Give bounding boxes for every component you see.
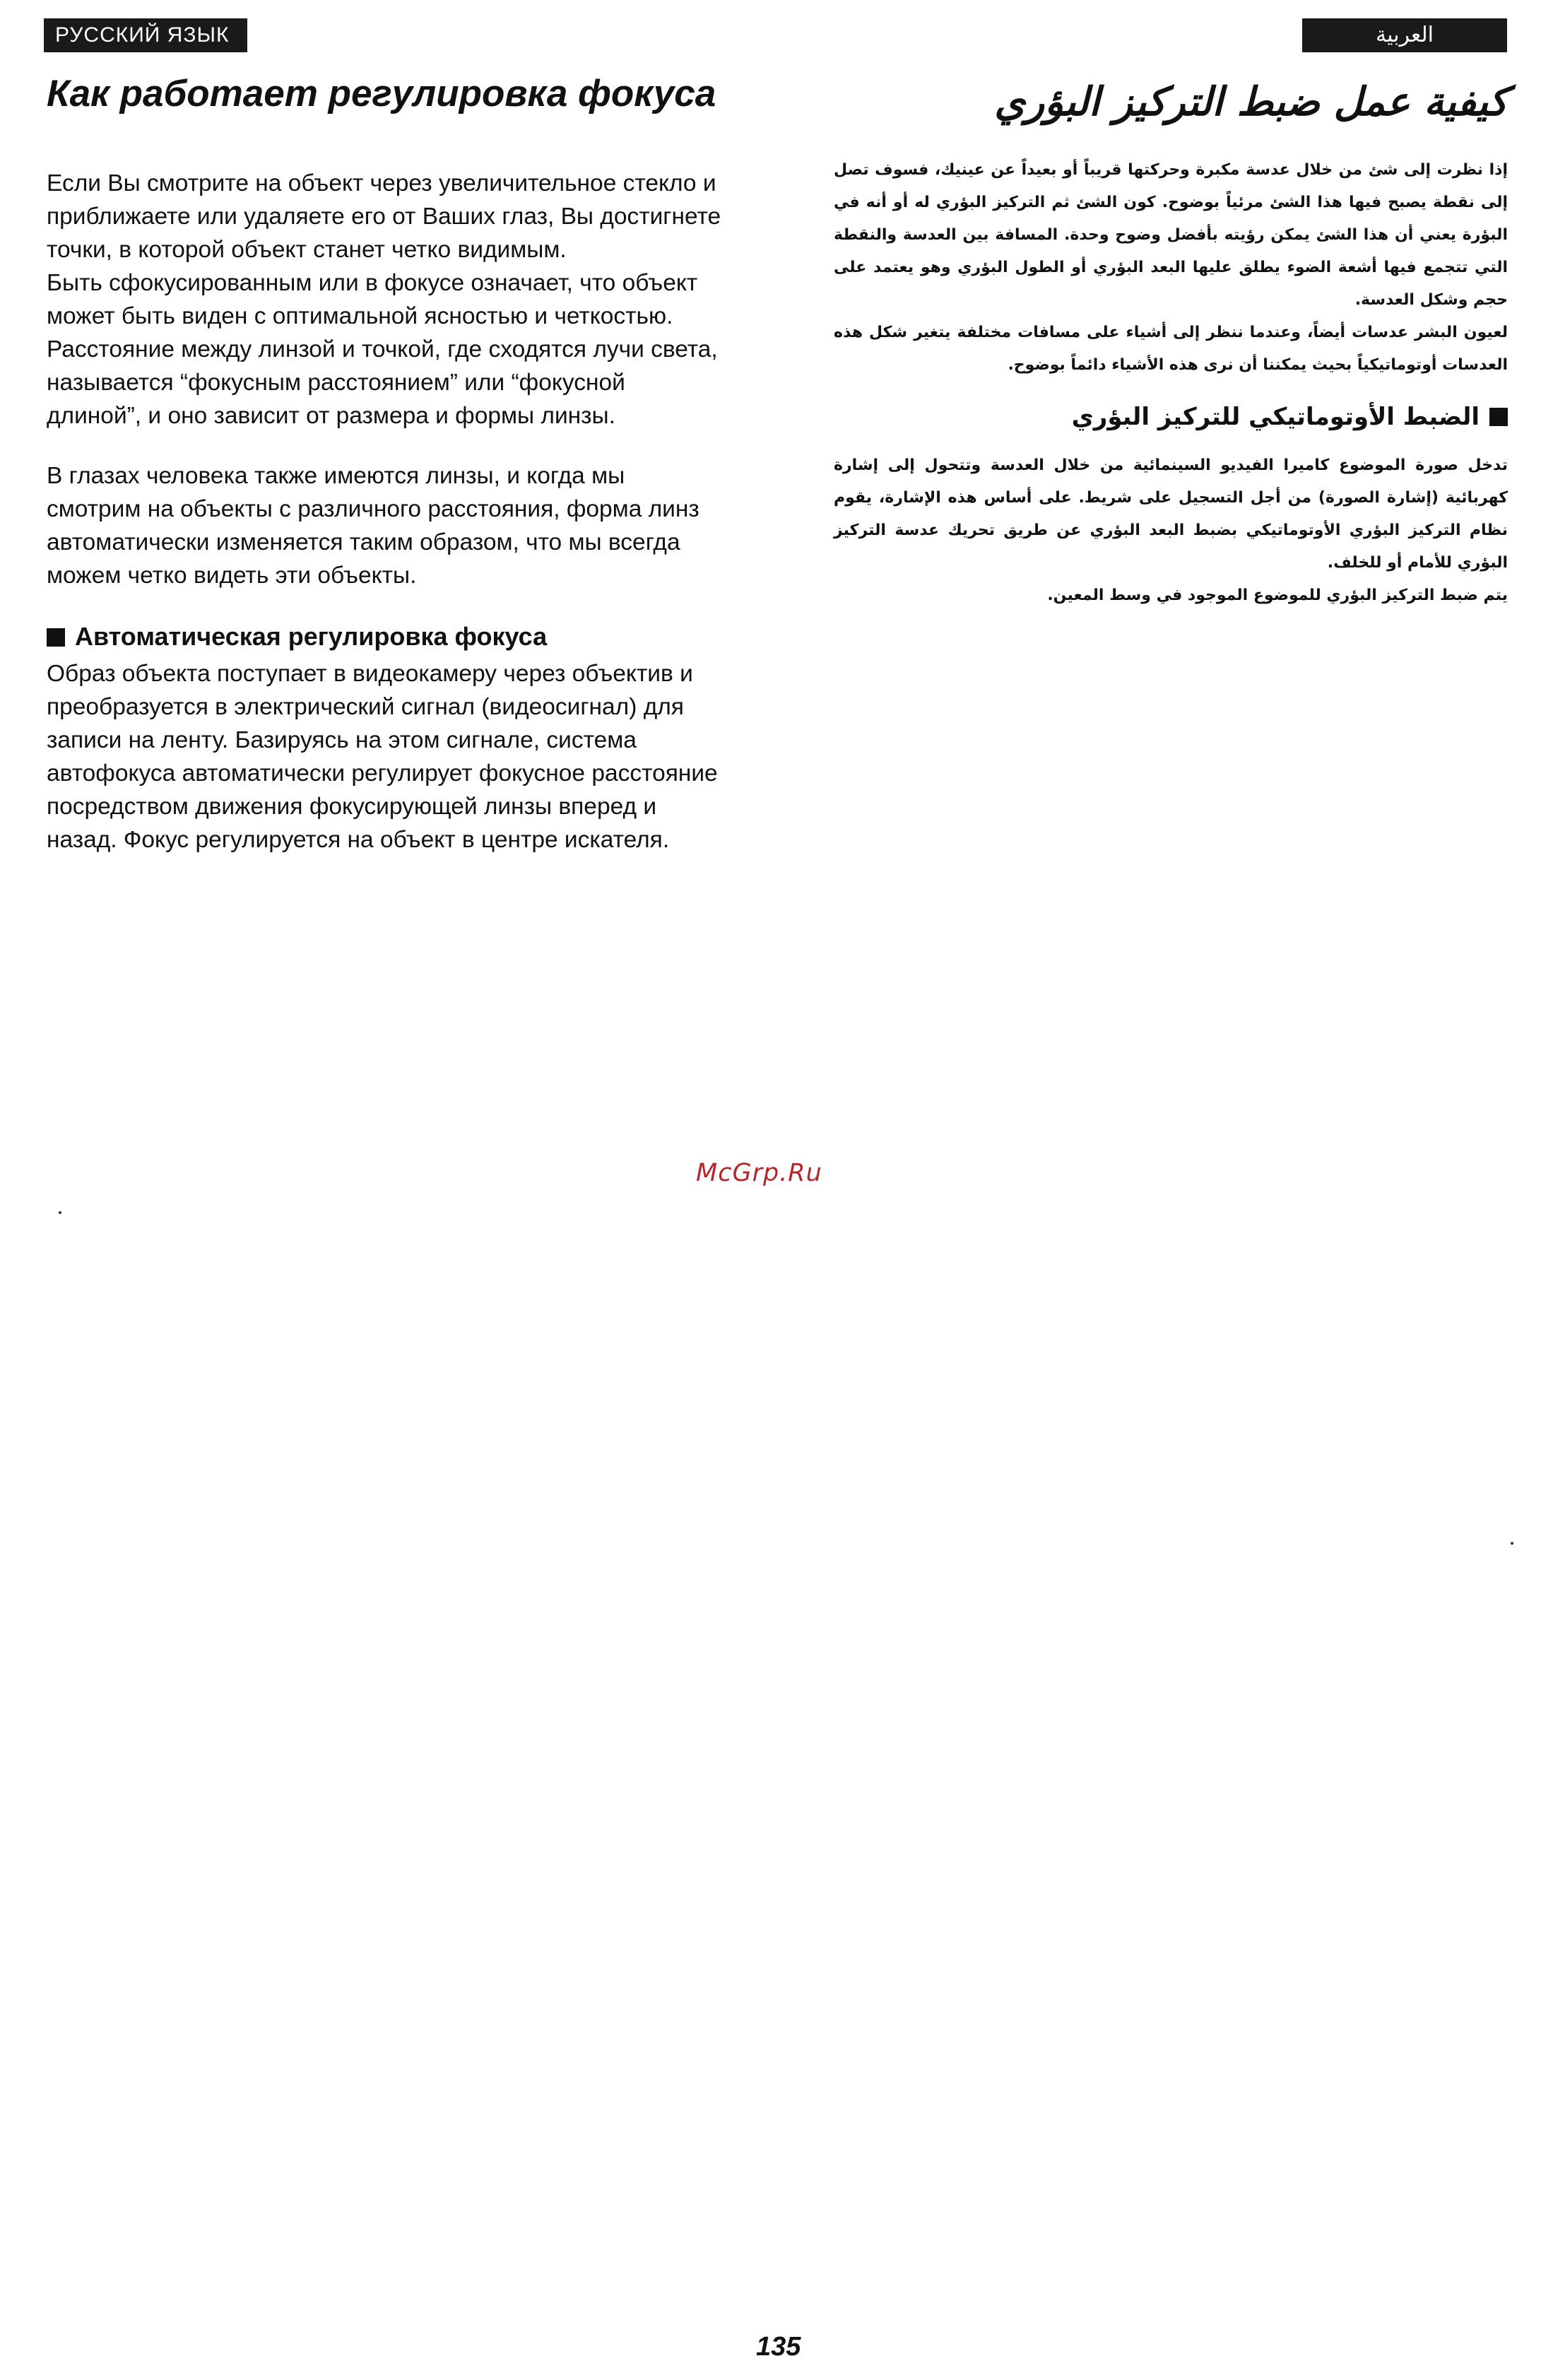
arabic-paragraph-3: تدخل صورة الموضوع كاميرا الفيديو السينمائية من خلال العدسة وتتحول إلى إشارة كهربائية (إشارة الصورة) من أجل التسجيل على شريط. على أساس هذه الإشارة، يقوم نظام التركيز البؤري الأوتوماتيكي بضبط البعد البؤري عن طريق تحريك عدسة التركيز البؤري للأمام أو للخلف. xyxy=(834,456,1508,572)
square-bullet-icon xyxy=(47,628,65,647)
russian-paragraph-2: Быть сфокусированным или в фокусе означает, что объект может быть виден с оптимальной ясностью и четкостью. Расстояние между линзой и точкой, где сходятся лучи света, называется “фокусным расстоянием” или “фокусной длиной”, и оно зависит от размера и формы линзы. xyxy=(47,270,718,429)
russian-column xyxy=(47,71,725,856)
russian-subheading xyxy=(47,619,725,654)
russian-title: Как работает регулировка фокуса xyxy=(47,73,716,114)
scan-speck xyxy=(1511,1542,1513,1545)
watermark: McGrp.Ru xyxy=(696,1159,822,1187)
arabic-column xyxy=(834,71,1508,612)
square-bullet-icon xyxy=(1489,408,1508,426)
arabic-subheading xyxy=(834,397,1508,437)
russian-paragraph-1: Если Вы смотрите на объект через увеличительное стекло и приближаете или удаляете его от Ваших глаз, Вы достигнете точки, в которой объект станет четко видимым. xyxy=(47,170,721,263)
arabic-paragraph-4: يتم ضبط التركيز البؤري للموضوع الموجود في وسط المعين. xyxy=(1047,587,1508,604)
arabic-language-tab: العربية xyxy=(1302,18,1507,52)
arabic-title: كيفية عمل ضبط التركيز البؤري xyxy=(994,79,1508,125)
russian-paragraph-4: Образ объекта поступает в видеокамеру через объектив и преобразуется в электрический сигнал (видеосигнал) для записи на ленту. Базируясь на этом сигнале, система автофокуса автоматически регулирует фокусное расстояние посредством движения фокусирующей линзы вперед и назад. Фокус регулируется на объект в центре искателя. xyxy=(47,661,718,853)
arabic-paragraph-1: إذا نظرت إلى شئ من خلال عدسة مكبرة وحركتها قريباً أو بعيداً عن عينيك، فسوف تصل إلى نقطة يصبح فيها هذا الشئ مرئياً بوضوح. كون الشئ ثم التركيز البؤري له أو أنه في البؤرة يعني أن هذا الشئ يمكن رؤيته بأفضل وضوح وحدة. المسافة بين العدسة والنقطة التي تتجمع فيها أشعة الضوء يطلق عليها البعد البؤري أو الطول البؤري وهو يعتمد على حجم وشكل العدسة. xyxy=(834,161,1508,309)
russian-paragraph-3: В глазах человека также имеются линзы, и когда мы смотрим на объекты с различного расстояния, форма линз автоматически изменяется таким образом, что мы всегда можем четко видеть эти объекты. xyxy=(47,463,699,589)
arabic-paragraph-2: لعيون البشر عدسات أيضاً، وعندما ننظر إلى أشياء على مسافات مختلفة يتغير شكل هذه العدسات أوتوماتيكياً بحيث يمكننا أن نرى هذه الأشياء دائماً بوضوح. xyxy=(834,324,1508,374)
scan-speck xyxy=(59,1211,61,1214)
page-number: 135 xyxy=(756,2332,801,2362)
arabic-subheading-text: الضبط الأوتوماتيكي للتركيز البؤري xyxy=(1071,403,1480,431)
russian-language-tab: РУССКИЙ ЯЗЫК xyxy=(44,18,247,52)
russian-subheading-text: Автоматическая регулировка фокуса xyxy=(75,622,548,651)
